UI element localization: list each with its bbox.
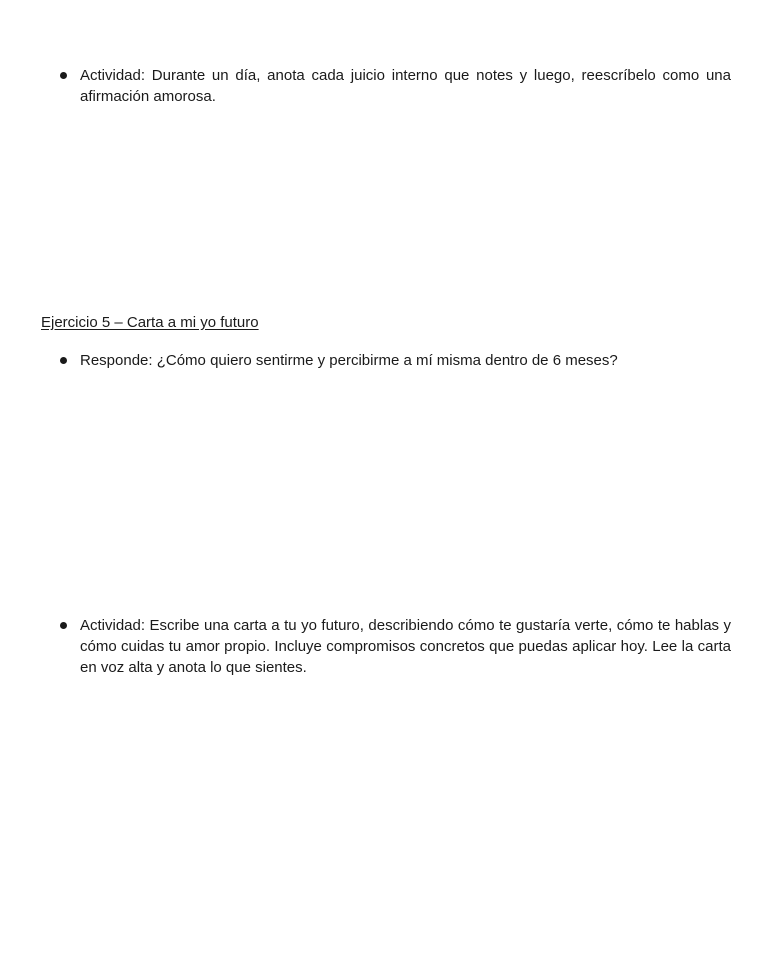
activity-judgments-text: Actividad: Durante un día, anota cada juicio interno que notes y luego, reescríbelo como una afirmación amorosa. bbox=[80, 67, 731, 105]
exercise-5-heading: Ejercicio 5 – Carta a mi yo futuro bbox=[41, 314, 259, 331]
bullet-icon bbox=[60, 72, 67, 79]
list-item-respond bbox=[80, 350, 731, 371]
list-item-activity-judgments bbox=[80, 65, 731, 107]
bullet-icon bbox=[60, 622, 67, 629]
respond-text: Responde: ¿Cómo quiero sentirme y percibirme a mí misma dentro de 6 meses? bbox=[80, 352, 618, 369]
activity-letter-text: Actividad: Escribe una carta a tu yo futuro, describiendo cómo te gustaría verte, cómo te hablas y cómo cuidas tu amor propio. Incluye compromisos concretos que puedas aplicar hoy. Lee la carta en voz alta y anota lo que sientes. bbox=[80, 617, 731, 676]
list-item-activity-letter bbox=[80, 615, 731, 678]
bullet-icon bbox=[60, 357, 67, 364]
